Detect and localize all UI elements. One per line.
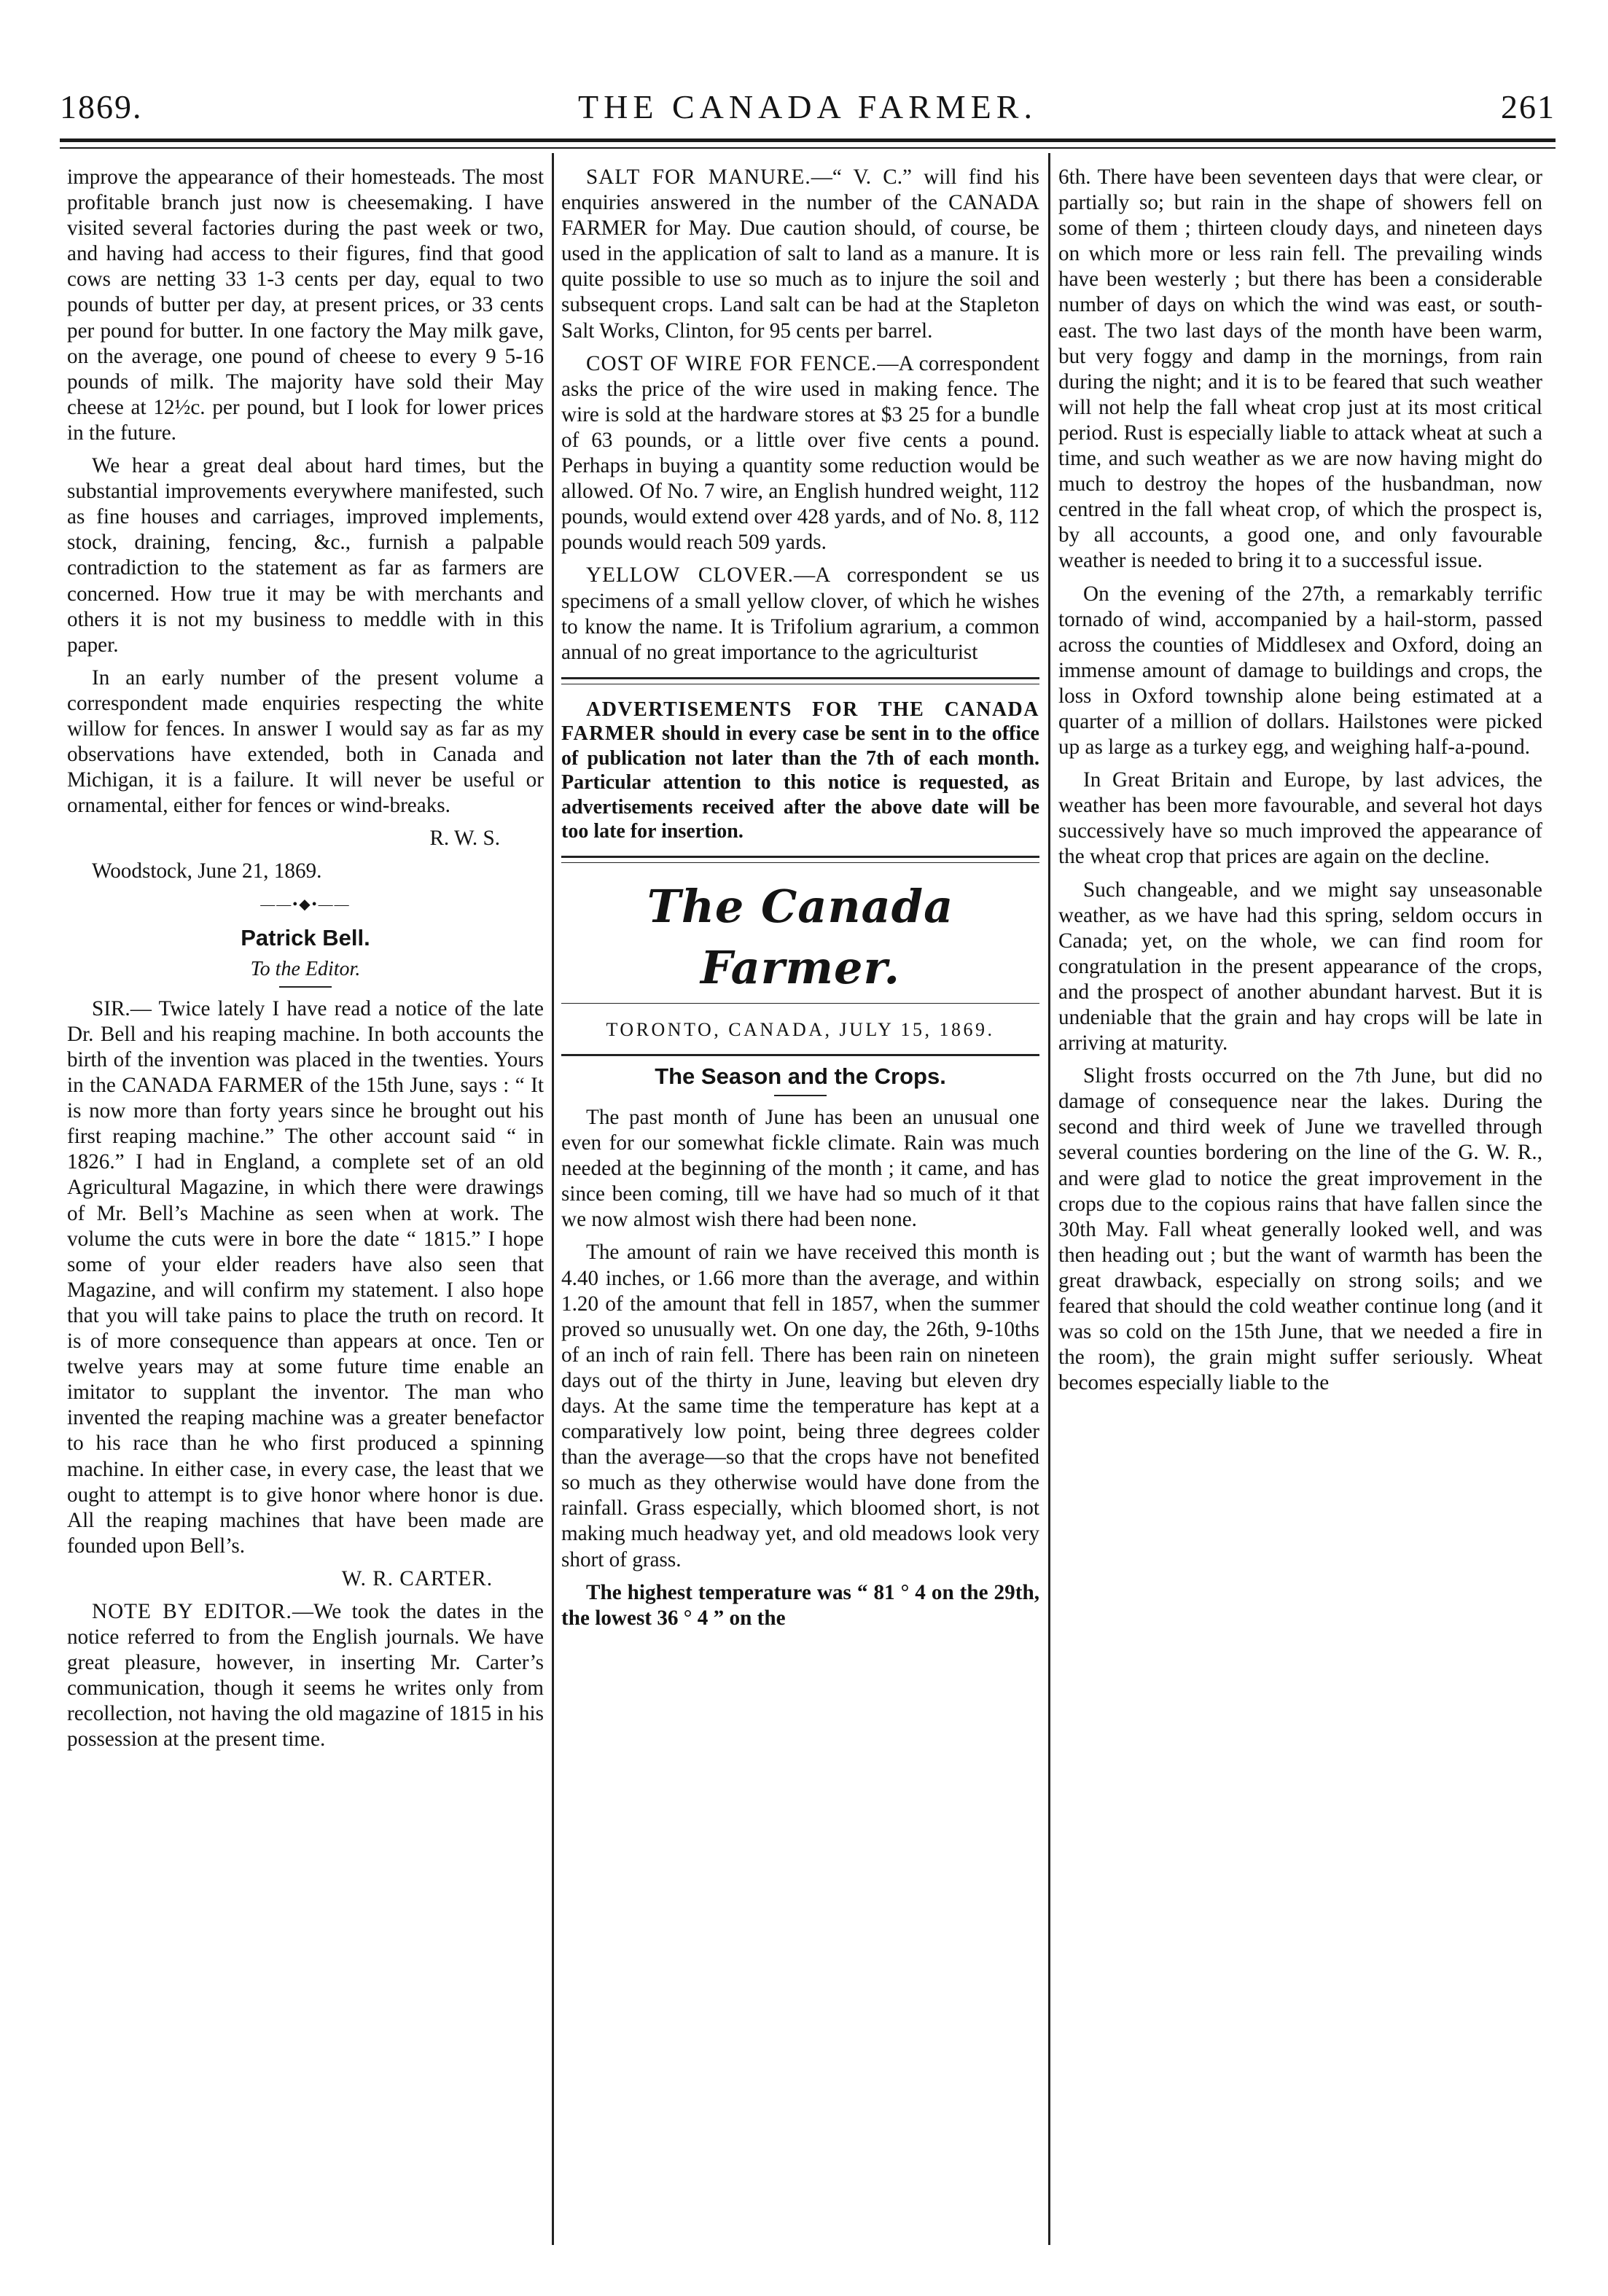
col2-season-p3: The highest temperature was “ 81 ° 4 on the 29th, the lowest 36 ° 4 ” on the [561,1580,1039,1630]
col1-paragraph-willow: In an early number of the present volume a correspondent made enquiries respecting the white willow for fences. In answer I would say as far as my observations have extended, both in Canada and Michigan, it is a failure. It will never be useful or ornamental, either for fences or wind-breaks. [67,665,544,818]
clover-body: —A correspondent se us specimens of a small yellow clover, of which he wishes to know the name. It is Trifolium agrarium, a common annual of no great importance to the agriculturist [561,563,1039,664]
column-2 [561,165,1039,1639]
header-page-number: 261 [1501,88,1556,125]
col2-salt-item [561,165,1039,344]
col2-clover-item [561,563,1039,665]
masthead-blackletter: The Canada Farmer. [647,879,954,994]
short-rule-2 [774,1095,827,1096]
col1-paragraph-hard-times: We hear a great deal about hard times, but the substantial improvements everywhere manifested, such as fine houses and carriages, improved implements, stock, draining, fencing, &c., furnish a palpable contradiction to the statement as far as farmers are concerned. How true it may be with merchants and others it is not my business to meddle with in this paper. [67,454,544,657]
heading-season-crops: The Season and the Crops. [655,1063,946,1089]
divider-rule-thick [561,677,1039,679]
clover-lead: YELLOW CLOVER. [586,563,794,587]
col3-paragraph-britain: In Great Britain and Europe, by last advices, the weather has been more favourable, and several hot days successively have so much improved the appearance of the wheat crop that prices are again on the decline. [1058,768,1542,869]
header-rule-thick [60,138,1556,142]
header-masthead: THE CANADA FARMER. [578,88,1037,125]
issue-dateline: TORONTO, CANADA, JULY 15, 1869. [606,1018,995,1040]
col1-signature-rws: R. W. S. [429,827,500,851]
col1-dateline: Woodstock, June 21, 1869. [92,859,322,883]
ad-notice-lead: ADVERTISEMENTS FOR THE CANADA FARMER [561,698,1039,746]
column-divider-1 [552,153,554,2245]
col2-season-p1: The past month of June has been an unusual one even for our somewhat fickle climate. Rain was much needed at the beginning of the month ; it came, and has since been coming, till we have had so much of it that we now almost wish there had been none. [561,1105,1039,1232]
col1-signature-carter: W. R. CARTER. [341,1566,493,1590]
advertisement-notice [561,698,1039,844]
col3-paragraph-changeable: Such changeable, and we might say unseasonable weather, as we have had this spring, seldom occurs in Canada; yet, on the whole, we can find room for congratulation in the present appearance of the crops, and the prospect of another abundant harvest. But it is undeniable that the grain and hay crops will be late in arriving at maturity. [1058,878,1542,1055]
col3-paragraph-frosts: Slight frosts occurred on the 7th June, but did no damage of consequence near the lakes. During the second and third week of June we travelled through several counties bordering on the line of the G. W. R., and were glad to notice the great improvement in the crops due to the copious rains that have fallen since the 30th May. Fall wheat generally looked well, and was then heading out ; but the want of warmth has been the great drawback, especially on strong soils; and we feared that should the cold weather continue long (and it was so cold on the 15th June, that we needed a fire in the room), the grain might suffer seriously. Wheat becomes especially liable to the [1058,1064,1542,1395]
page-header [60,82,1556,147]
heading-patrick-bell: Patrick Bell. [241,924,370,950]
editor-note-lead: NOTE BY EDITOR. [92,1599,292,1623]
col3-paragraph-weather: 6th. There have been seventeen days that were clear, or partially so; but rain in the shape of showers fell on some of them ; thirteen cloudy days, and nineteen days on which more or less rain fell. The prevailing winds have been westerly ; but there has been a considerable number of days on which the wind was east, or south-east. The two last days of the month have been warm, but very foggy and damp in the mornings, from rain during the night; and it is to be feared that such weather will not help the fall wheat crop just at its most critical period. Rust is especially liable to attack wheat at such a time, and such weather as we are now having might do much to destroy the hopes of the husbandman, now centred in the fall wheat crop, of which the prospect is, by all accounts, a good one, and only favourable weather is needed to bring it to a successful issue. [1058,165,1542,573]
editor-note-body: —We took the dates in the notice referred to from the English journals. We have great pleasure, however, in inserting Mr. Carter’s communication, though it seems he writes only from recollection, not having the old magazine of 1815 in his possession at the present time. [67,1599,544,1752]
divider-rule-thick-2 [561,856,1039,858]
col1-paragraph-cheesemaking: improve the appearance of their homesteads. The most profitable branch just now is cheesemaking. I have visited several factories during the past week or two, and having had access to their figures, find that good cows are netting 33 1-3 cents per day, equal to two pounds of butter per day, at present prices, or 33 cents per pound for butter. In one factory the May milk gave, on the average, one pound of cheese to every 9 5-16 pounds of milk. The majority have sold their May cheese at 12½c. per pound, but I look for lower prices in the future. [67,165,544,445]
header-rule-thin [60,147,1556,149]
subhead-to-the-editor: To the Editor. [250,957,361,980]
column-3 [1058,165,1542,1403]
salt-body: —“ V. C.” will find his enquiries answered in the number of the CANADA FARMER for May. Due caution should, of course, be used in the application of salt to land as a manure. It is quite possible to use so much as to injure the soil and subsequent crops. Land salt can be had at the Stapleton Salt Works, Clinton, for 95 cents per barrel. [561,165,1039,343]
salt-lead: SALT FOR MANURE. [586,165,811,189]
header-year: 1869. [60,88,143,125]
dateline-rule-top [561,1003,1039,1004]
wire-lead: COST OF WIRE FOR FENCE. [586,351,878,375]
divider-rule-thin-2 [561,862,1039,863]
dateline-rule-bottom [561,1054,1039,1056]
ad-notice-body: should in every case be sent in to the office of publication not later than the 7th of each month. Particular attention to this notice is requested, as advertisements received after the above date will be too late for insertion. [561,722,1039,843]
column-1 [67,165,544,1760]
col2-season-p2: The amount of rain we have received this month is 4.40 inches, or 1.66 more than the average, and within 1.20 of the amount that fell in 1857, when the summer proved so unusually wet. On one day, the 26th, 9-10ths of an inch of rain fell. There has been rain on nineteen days out of the thirty in June, leaving but eleven dry days. At the same time the temperature has kept at a comparatively low point, being three degrees colder than the average—so that the crops have not benefited so much as they otherwise would have done from the rainfall. Grass especially, which bloomed short, is not making much headway yet, and old meadows look very short of grass. [561,1241,1039,1571]
wire-body: —A correspondent asks the price of the wire used in making fence. The wire is sold at the hardware stores at $3 25 for a bundle of 63 pounds, or a little over five cents a pound. Perhaps in buying a quantity some reduction would be allowed. Of No. 7 wire, an English hundred weight, 112 pounds, would extend over 428 yards, and of No. 8, 112 pounds would reach 509 yards. [561,351,1039,555]
short-rule [279,986,332,988]
col1-editor-note [67,1599,544,1753]
column-divider-2 [1048,153,1050,2245]
col2-wire-item [561,351,1039,556]
section-ornament: ——•◆•—— [260,896,351,913]
col1-letter-body: SIR.— Twice lately I have read a notice of the late Dr. Bell and his reaping machine. In both accounts the birth of the invention was placed in the twenties. Yours in the CANADA FARMER of the 15th June, says : “ It is now more than forty years since he brought out his first reaping machine.” The other account said “ in 1826.” I had in England, a complete set of an old Agricultural Magazine, in which there were drawings of Mr. Bell’s Machine as seen when at work. The volume the cuts were in bore the date “ 1815.” I hope some of your elder readers have also seen that Magazine, and will confirm my statement. I also hope that you will take pains to place the truth on record. It is of more consequence than appears at once. Ten or twelve years may at some future time enable an imitator to supplant the inventor. The man who invented the reaping machine was a greater benefactor to his race than he who first produced a spinning machine. In either case, in every case, the least that we ought to attempt is to give honor where honor is due. All the reaping machines that have been made are founded upon Bell’s. [67,996,544,1558]
col3-paragraph-tornado: On the evening of the 27th, a remarkably terrific tornado of wind, accompanied by a hail-storm, passed across the counties of Middlesex and Oxford, doing an immense amount of damage to buildings and crops, the loss in Oxford township alone being estimated at a quarter of a million of dollars. Hailstones were picked up as large as a turkey egg, and weighing half-a-pound. [1058,582,1542,760]
